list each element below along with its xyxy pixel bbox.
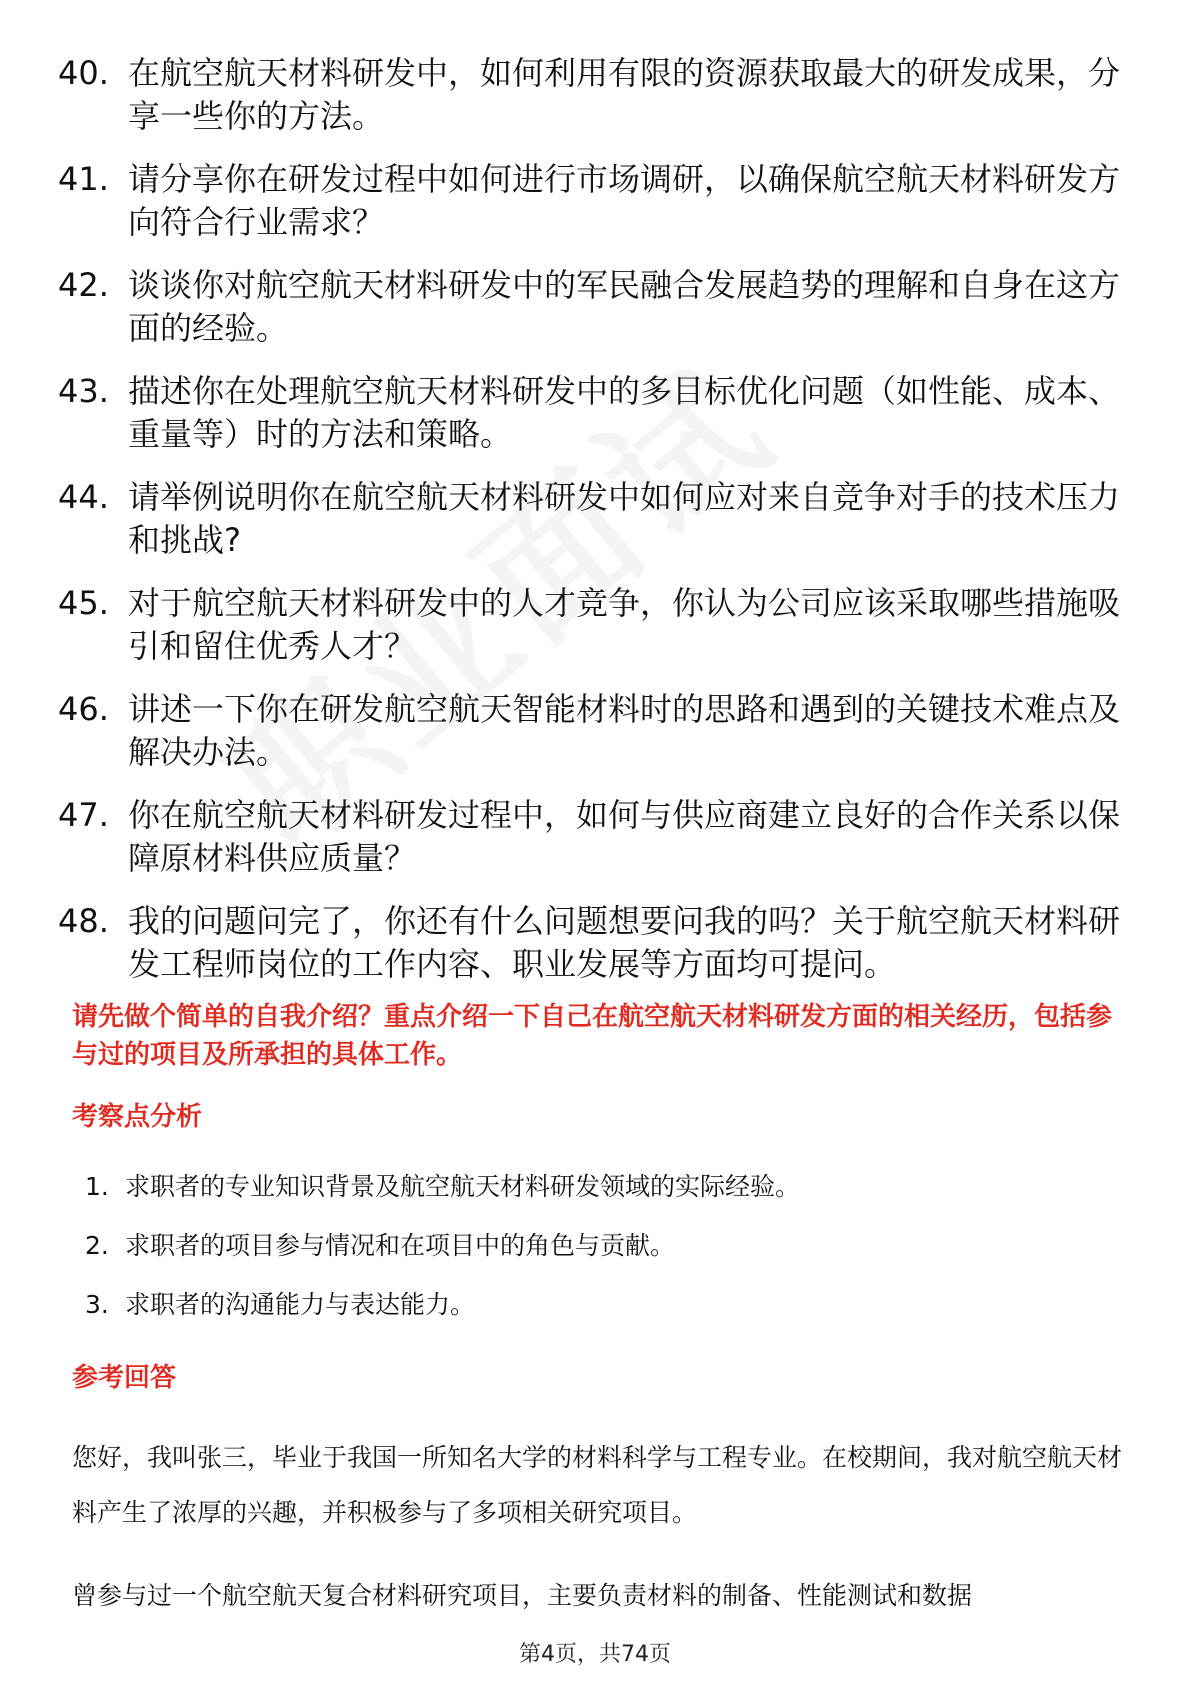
- answer-paragraph: 您好，我叫张三，毕业于我国一所知名大学的材料科学与工程专业。在校期间，我对航空航天材料产生了浓厚的兴趣，并积极参与了多项相关研究项目。: [72, 1443, 1123, 1527]
- point-text: 求职者的专业知识背景及航空航天材料研发领域的实际经验。: [125, 1172, 801, 1201]
- question-number: 44.: [58, 478, 109, 516]
- list-item: [58, 476, 1138, 562]
- question-text: 在航空航天材料研发中，如何利用有限的资源获取最大的研发成果，分享一些你的方法。: [128, 54, 1121, 135]
- point-number: 3.: [85, 1290, 109, 1319]
- question-number: 46.: [58, 690, 109, 728]
- analysis-points: [85, 1170, 800, 1347]
- page-number: 第4页，共74页: [519, 1642, 671, 1667]
- question-text: 你在航空航天材料研发过程中，如何与供应商建立良好的合作关系以保障原材料供应质量？: [128, 796, 1121, 877]
- point-number: 1.: [85, 1172, 109, 1201]
- list-item: [85, 1170, 800, 1204]
- question-number: 42.: [58, 266, 109, 304]
- list-item: [58, 900, 1138, 986]
- question-text: 谈谈你对航空航天材料研发中的军民融合发展趋势的理解和自身在这方面的经验。: [128, 266, 1121, 347]
- analysis-heading: 考察点分析: [72, 1102, 203, 1132]
- list-item: [58, 688, 1138, 774]
- point-text: 求职者的项目参与情况和在项目中的角色与贡献。: [125, 1231, 676, 1260]
- question-text: 请分享你在研发过程中如何进行市场调研，以确保航空航天材料研发方向符合行业需求？: [128, 160, 1121, 241]
- list-item: [58, 158, 1138, 244]
- question-number: 40.: [58, 54, 109, 92]
- list-item: [58, 52, 1138, 138]
- question-list: [58, 52, 1138, 1006]
- list-item: [85, 1229, 800, 1263]
- question-number: 43.: [58, 372, 109, 410]
- question-text: 请举例说明你在航空航天材料研发中如何应对来自竞争对手的技术压力和挑战?: [128, 478, 1121, 559]
- question-number: 41.: [58, 160, 109, 198]
- list-item: [58, 582, 1138, 668]
- question-text: 讲述一下你在研发航空航天智能材料时的思路和遇到的关键技术难点及解决办法。: [128, 690, 1121, 771]
- point-text: 求职者的沟通能力与表达能力。: [125, 1290, 476, 1319]
- question-text: 我的问题问完了，你还有什么问题想要问我的吗？关于航空航天材料研发工程师岗位的工作内容、职业发展等方面均可提问。: [128, 902, 1121, 983]
- question-number: 45.: [58, 584, 109, 622]
- list-item: [58, 264, 1138, 350]
- question-text: 描述你在处理航空航天材料研发中的多目标优化问题（如性能、成本、重量等）时的方法和策略。: [128, 372, 1121, 453]
- answer-paragraph: 曾参与过一个航空航天复合材料研究项目，主要负责材料的制备、性能测试和数据: [72, 1581, 973, 1610]
- list-item: [58, 370, 1138, 456]
- list-item: [58, 794, 1138, 880]
- question-number: 47.: [58, 796, 109, 834]
- list-item: [85, 1288, 800, 1322]
- question-number: 48.: [58, 902, 109, 940]
- point-number: 2.: [85, 1231, 109, 1260]
- answer-heading: 参考回答: [72, 1363, 177, 1393]
- question-text: 对于航空航天材料研发中的人才竞争，你认为公司应该采取哪些措施吸引和留住优秀人才？: [128, 584, 1121, 665]
- intro-question: 请先做个简单的自我介绍？重点介绍一下自己在航空航天材料研发方面的相关经历，包括参与过的项目及所承担的具体工作。: [72, 1002, 1113, 1070]
